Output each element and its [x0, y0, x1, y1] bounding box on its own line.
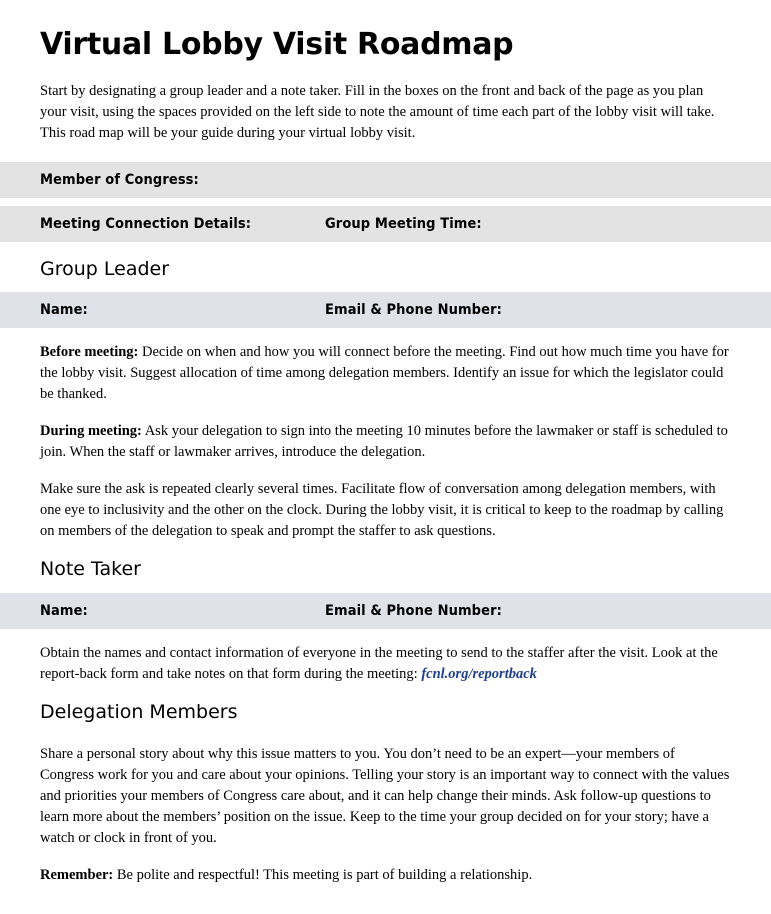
delegation-paragraph-story: Share a personal story about why this issue matters to you. You don’t need to be an expert—your members of Congress work for you and care about your opinions. Telling your story is an important way to connect with the values and priorities your members of Congress care about, and it can help change their minds. Ask follow-up questions to learn more about the members’ position on the issue. Keep to the time your group decided on for your story; have a watch or clock in front of you.: [40, 746, 730, 847]
note-taker-paragraph: [40, 643, 731, 685]
meeting-details-row: [0, 206, 771, 242]
note-taker-fields-band: [0, 593, 771, 629]
group-leader-body: [0, 328, 771, 542]
meeting-connection-details-label: Meeting Connection Details:: [40, 215, 252, 232]
group-leader-paragraph-during: [40, 421, 731, 463]
group-meeting-time-label: Group Meeting Time:: [325, 215, 482, 232]
remember-text: Be polite and respectful! This meeting is part of building a relationship.: [113, 867, 533, 884]
during-meeting-lead: During meeting:: [40, 423, 142, 440]
note-taker-email-label: Email & Phone Number:: [325, 603, 502, 620]
delegation-members-heading: Delegation Members: [40, 701, 238, 724]
note-taker-fields-row: [0, 593, 771, 629]
group-leader-fields-row: [0, 292, 771, 328]
group-leader-section: [0, 242, 771, 293]
group-leader-fields-band: [0, 292, 771, 328]
document-header: [0, 0, 771, 144]
remember-lead: Remember:: [40, 867, 114, 884]
note-taker-name-label: Name:: [40, 603, 88, 620]
group-leader-heading: Group Leader: [40, 257, 170, 280]
note-taker-section: [0, 542, 771, 593]
delegation-paragraph-remember: [40, 865, 731, 886]
delegation-members-section: [0, 685, 771, 886]
group-leader-paragraph-roadmap: Make sure the ask is repeated clearly several times. Facilitate flow of conversation among delegation members, with one eye to inclusivity and the other on the clock. During the lobby visit, it is critical to keep to the roadmap by calling on members of the delegation to speak and prompt the staffer to ask questions.: [40, 481, 724, 540]
note-taker-heading: Note Taker: [40, 558, 141, 581]
intro-paragraph: Start by designating a group leader and a note taker. Fill in the boxes on the front and back of the page as you plan your visit, using the spaces provided on the left side to note the amount of time each part of the lobby visit will take. This road map will be your guide during your virtual lobby visit.: [40, 82, 715, 141]
group-leader-email-label: Email & Phone Number:: [325, 302, 502, 319]
group-leader-name-label: Name:: [40, 302, 88, 319]
member-of-congress-band: [0, 162, 771, 198]
band-divider: [0, 198, 771, 206]
page-title: Virtual Lobby Visit Roadmap: [40, 27, 514, 62]
before-meeting-lead: Before meeting:: [40, 344, 139, 361]
reportback-link[interactable]: fcnl.org/reportback: [421, 666, 537, 683]
note-taker-text: Obtain the names and contact information of everyone in the meeting to send to the staffer after the visit. Look at the report-back form and take notes on that form during the meeting:: [40, 645, 718, 683]
member-of-congress-row: [0, 162, 771, 198]
group-leader-paragraph-before: [40, 342, 731, 405]
during-meeting-text: Ask your delegation to sign into the meeting 10 minutes before the lawmaker or staff is scheduled to join. When the staff or lawmaker arrives, introduce the delegation.: [40, 423, 728, 461]
before-meeting-text: Decide on when and how you will connect before the meeting. Find out how much time you have for the lobby visit. Suggest allocation of time among delegation members. Identify an issue for which the legislator could be thanked.: [40, 344, 729, 403]
meeting-details-band: [0, 206, 771, 242]
note-taker-body: [0, 629, 771, 685]
member-of-congress-label: Member of Congress:: [40, 171, 199, 188]
